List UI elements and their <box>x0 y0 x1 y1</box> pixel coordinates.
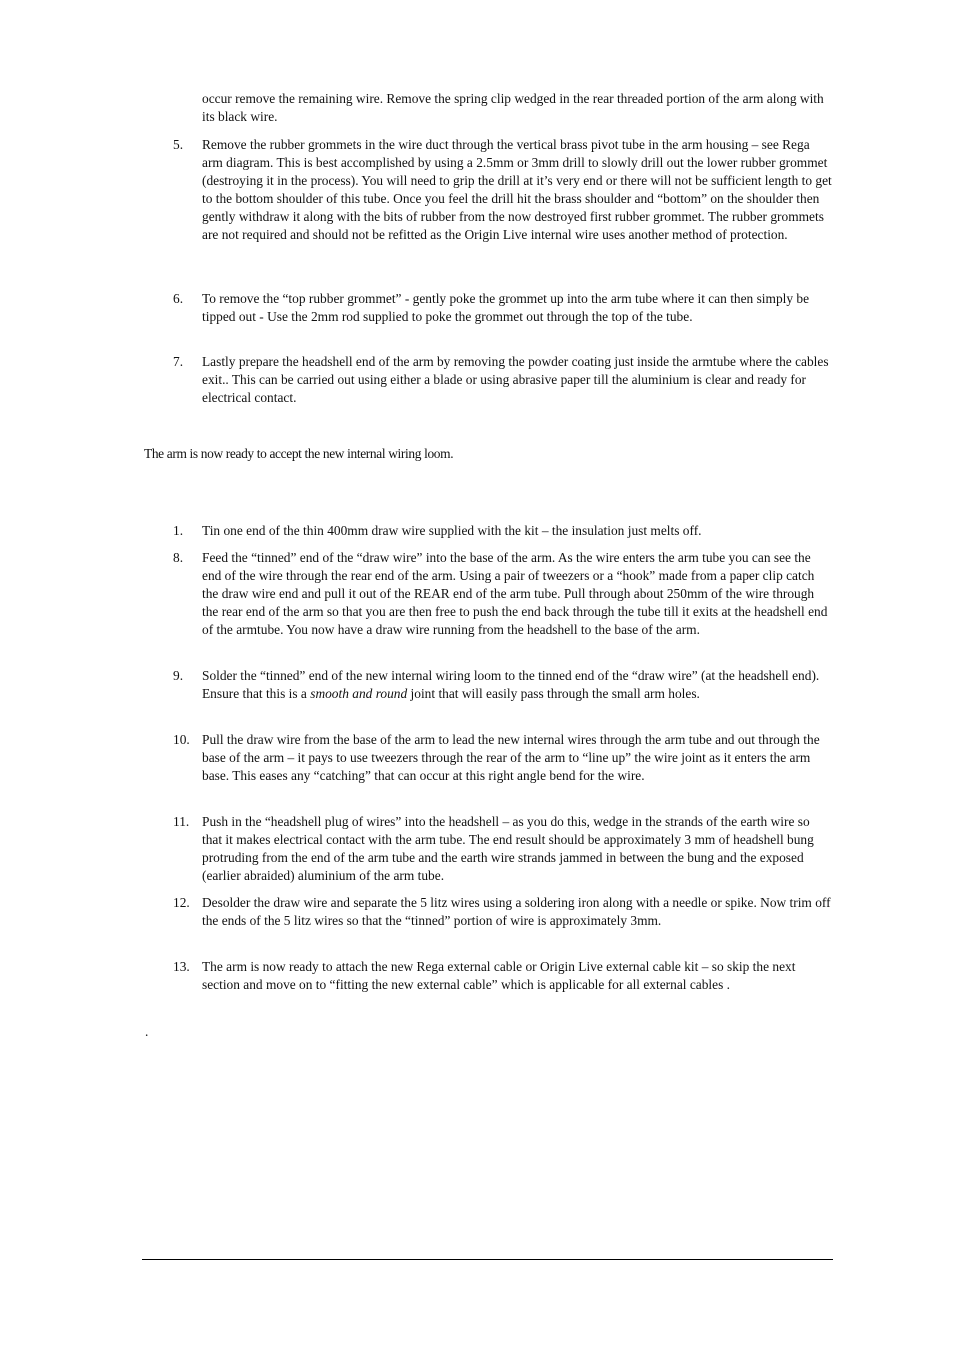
list-item-8 <box>173 549 833 639</box>
list-item-6 <box>173 290 833 326</box>
trailing-dot: . <box>145 1024 149 1039</box>
list-number: 11. <box>173 814 190 829</box>
list-text: Push in the “headshell plug of wires” into the headshell – as you do this, wedge in the strands of the earth wire so that it makes electrical contact with the arm tube. The end result should be approximately 3 mm of headshell bung protruding from the end of the arm tube and the earth wire strands jammed in between the bung and the exposed (earlier abraided) aluminium of the arm tube. <box>202 814 814 883</box>
list-text: Desolder the draw wire and separate the 5 litz wires using a soldering iron along with a needle or spike. Now trim off the ends of the 5 litz wires so that the “tinned” portion of wire is approximately 3mm. <box>202 895 831 928</box>
list-text: Remove the rubber grommets in the wire duct through the vertical brass pivot tube in the arm housing – see Rega arm diagram. This is best accomplished by using a 2.5mm or 3mm drill to slowly drill out the lower rubber grommet (destroying it in the process). You will need to grip the drill at it’s very end or there will not be sufficient length to get to the bottom shoulder of this tube. Once you feel the drill hit the brass shoulder and “bottom” on the shoulder then gently withdraw it along with the bits of rubber from the now destroyed first rubber grommet. The rubber grommets are not required and should not be refitted as the Origin Live internal wire uses another method of protection. <box>202 137 832 242</box>
list-number: 1. <box>173 523 184 538</box>
list-number: 10. <box>173 732 190 747</box>
list-text: Feed the “tinned” end of the “draw wire” into the base of the arm. As the wire enters the arm tube you can see the end of the wire through the rear end of the arm. Using a pair of tweezers or a “hook” made from a paper clip catch the draw wire end and pull it out of the REAR end of the arm tube. Pull through about 250mm of the wire through the rear end of the arm so that you are then free to push the end back through the tube till it exits at the headshell end of the armtube. You now have a draw wire running from the headshell to the base of the arm. <box>202 550 828 637</box>
list-item-9 <box>173 667 833 703</box>
list-text: The arm is now ready to attach the new Rega external cable or Origin Live external cable kit – so skip the next section and move on to “fitting the new external cable” which is applicable for all external cables . <box>202 959 796 992</box>
list-text: Tin one end of the thin 400mm draw wire supplied with the kit – the insulation just melts off. <box>202 523 702 538</box>
text-after: joint that will easily pass through the small arm holes. <box>407 686 700 701</box>
list-text: Lastly prepare the headshell end of the arm by removing the powder coating just inside the armtube where the cables exit.. This can be carried out using either a blade or using abrasive paper till the aluminium is clear and ready for electrical contact. <box>202 354 829 405</box>
list-text: To remove the “top rubber grommet” - gently poke the grommet up into the arm tube where it can then simply be tipped out - Use the 2mm rod supplied to poke the grommet out through the top of the tube. <box>202 291 810 324</box>
list-text <box>202 667 833 703</box>
text-before: Solder the “tinned” end of the new internal wiring loom to the tinned end of the “draw wire” (at the headshell end). Ensure that this is a <box>202 668 820 701</box>
list-number: 8. <box>173 550 184 565</box>
list-item-10 <box>173 731 833 785</box>
ready-statement: The arm is now ready to accept the new internal wiring loom. <box>144 446 454 461</box>
list-item-1 <box>173 522 833 540</box>
list-number: 7. <box>173 354 184 369</box>
list-number: 12. <box>173 895 190 910</box>
list-number: 6. <box>173 291 184 306</box>
emphasis-text: smooth and round <box>310 686 408 701</box>
list-item-13 <box>173 958 833 994</box>
footer-rule <box>142 1259 833 1260</box>
list-item-11 <box>173 813 833 885</box>
list-number: 9. <box>173 668 184 683</box>
intro-continuation: occur remove the remaining wire. Remove the spring clip wedged in the rear threaded portion of the arm along with its black wire. <box>202 91 824 124</box>
list-number: 5. <box>173 137 184 152</box>
list-text: Pull the draw wire from the base of the arm to lead the new internal wires through the arm tube and out through the base of the arm – it pays to use tweezers through the rear of the arm to “line up” the wire joint as it enters the arm base. This eases any “catching” that can occur at this right angle bend for the wire. <box>202 732 820 783</box>
list-item-12 <box>173 894 833 930</box>
list-number: 13. <box>173 959 190 974</box>
list-item-7 <box>173 353 833 407</box>
list-item-5 <box>173 136 833 244</box>
